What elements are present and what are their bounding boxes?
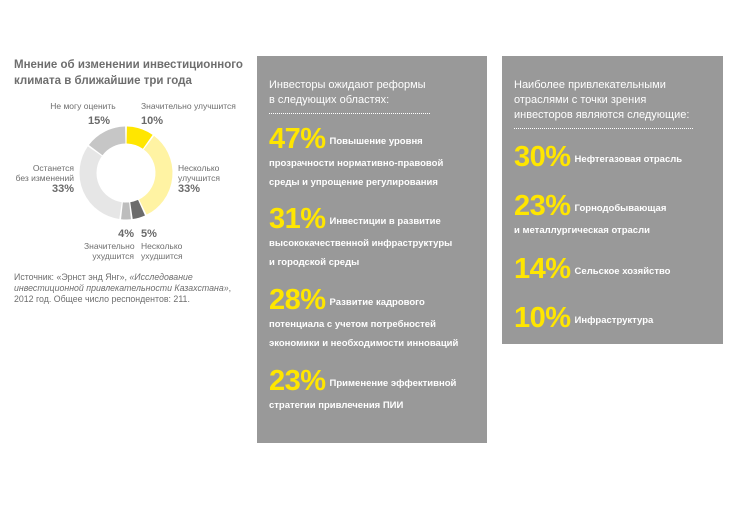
reforms-panel bbox=[257, 56, 487, 443]
label-greatly-worse-l1: Значительно bbox=[84, 241, 135, 251]
sector-line: Нефтегазовая отрасль bbox=[574, 154, 683, 165]
label-somewhat-worse bbox=[141, 228, 183, 261]
label-cannot-assess-pct: 15% bbox=[87, 115, 110, 127]
reform-line: Развитие кадрового bbox=[329, 297, 425, 308]
donut-slice bbox=[127, 135, 148, 142]
reform-pct: 28% bbox=[269, 284, 326, 316]
source-suffix: , 2012 год. Общее число респондентов: 211. bbox=[14, 283, 232, 304]
sector-item bbox=[514, 304, 714, 333]
reform-item bbox=[269, 367, 481, 415]
reform-item bbox=[269, 205, 481, 272]
label-unchanged-pct: 33% bbox=[51, 183, 74, 195]
label-greatly-worse-l2: ухудшится bbox=[92, 251, 134, 261]
reform-line: Повышение уровня bbox=[329, 136, 423, 147]
reform-line: стратегии привлечения ПИИ bbox=[269, 400, 404, 411]
label-somewhat-improve-l2: улучшится bbox=[178, 173, 220, 183]
sector-item bbox=[514, 192, 714, 240]
source-note bbox=[14, 272, 249, 305]
reform-line: экономики и необходимости инноваций bbox=[269, 338, 459, 349]
reform-line: и городской среды bbox=[269, 257, 360, 268]
label-greatly-improve-text: Значительно улучшится bbox=[141, 101, 236, 111]
reform-item bbox=[269, 125, 479, 192]
reform-pct: 23% bbox=[269, 365, 326, 397]
reforms-heading bbox=[269, 78, 426, 108]
reform-line: высококачественной инфраструктуры bbox=[269, 238, 453, 249]
sectors-heading bbox=[514, 78, 689, 123]
donut-slice bbox=[88, 151, 121, 210]
label-cannot-assess-text: Не могу оценить bbox=[50, 101, 116, 111]
sector-line: и металлургическая отрасли bbox=[514, 225, 650, 236]
label-greatly-improve bbox=[141, 101, 236, 128]
source-title: «Исследование инвестиционной привлекательности Казахстана» bbox=[14, 272, 229, 293]
sector-item bbox=[514, 143, 714, 172]
reform-item bbox=[269, 286, 481, 353]
reform-line: Применение эффективной bbox=[329, 378, 457, 389]
sector-item bbox=[514, 255, 714, 284]
label-somewhat-improve-pct: 33% bbox=[178, 183, 201, 195]
label-cannot-assess bbox=[48, 101, 118, 128]
label-somewhat-improve bbox=[178, 163, 220, 196]
label-somewhat-improve-l1: Несколько bbox=[178, 163, 220, 173]
reform-line: Инвестиции в развитие bbox=[329, 216, 441, 227]
sectors-heading-l1: Наиболее привлекательными bbox=[514, 79, 666, 91]
reform-line: потенциала с учетом потребностей bbox=[269, 319, 436, 330]
donut-slice bbox=[96, 135, 126, 150]
sector-pct: 23% bbox=[514, 190, 571, 222]
label-unchanged-l1: Останется bbox=[32, 163, 74, 173]
sector-line: Инфраструктура bbox=[574, 315, 654, 326]
chart-title: Мнение об изменении инвестиционного климата в ближайшие три года bbox=[14, 59, 243, 87]
donut-slice bbox=[143, 143, 164, 207]
label-greatly-worse-pct: 4% bbox=[118, 228, 134, 240]
reforms-heading-l1: Инвесторы ожидают реформы bbox=[269, 79, 426, 91]
label-greatly-worse bbox=[84, 228, 134, 261]
label-somewhat-worse-l1: Несколько bbox=[141, 241, 183, 251]
label-unchanged bbox=[14, 163, 74, 196]
sectors-heading-l2: отраслями с точки зрения bbox=[514, 94, 647, 106]
sector-pct: 30% bbox=[514, 141, 571, 173]
reform-pct: 47% bbox=[269, 123, 326, 155]
sector-pct: 14% bbox=[514, 253, 571, 285]
label-unchanged-l2: без изменений bbox=[15, 173, 74, 183]
sector-pct: 10% bbox=[514, 302, 571, 334]
source-prefix: Источник: «Эрнст энд Янг», bbox=[14, 272, 130, 282]
sectors-panel bbox=[502, 56, 723, 344]
donut-slice bbox=[131, 208, 141, 211]
sectors-heading-l3: инвесторов являются следующие: bbox=[514, 109, 690, 121]
label-somewhat-worse-l2: ухудшится bbox=[141, 251, 183, 261]
reform-line: среды и упрощение регулирования bbox=[269, 177, 438, 188]
reform-line: прозрачности нормативно-правовой bbox=[269, 158, 444, 169]
sector-line: Горнодобывающая bbox=[574, 203, 667, 214]
reforms-heading-l2: в следующих областях: bbox=[269, 94, 390, 106]
label-greatly-improve-pct: 10% bbox=[141, 115, 164, 127]
reform-pct: 31% bbox=[269, 203, 326, 235]
label-somewhat-worse-pct: 5% bbox=[141, 228, 157, 240]
sector-line: Сельское хозяйство bbox=[574, 266, 671, 277]
